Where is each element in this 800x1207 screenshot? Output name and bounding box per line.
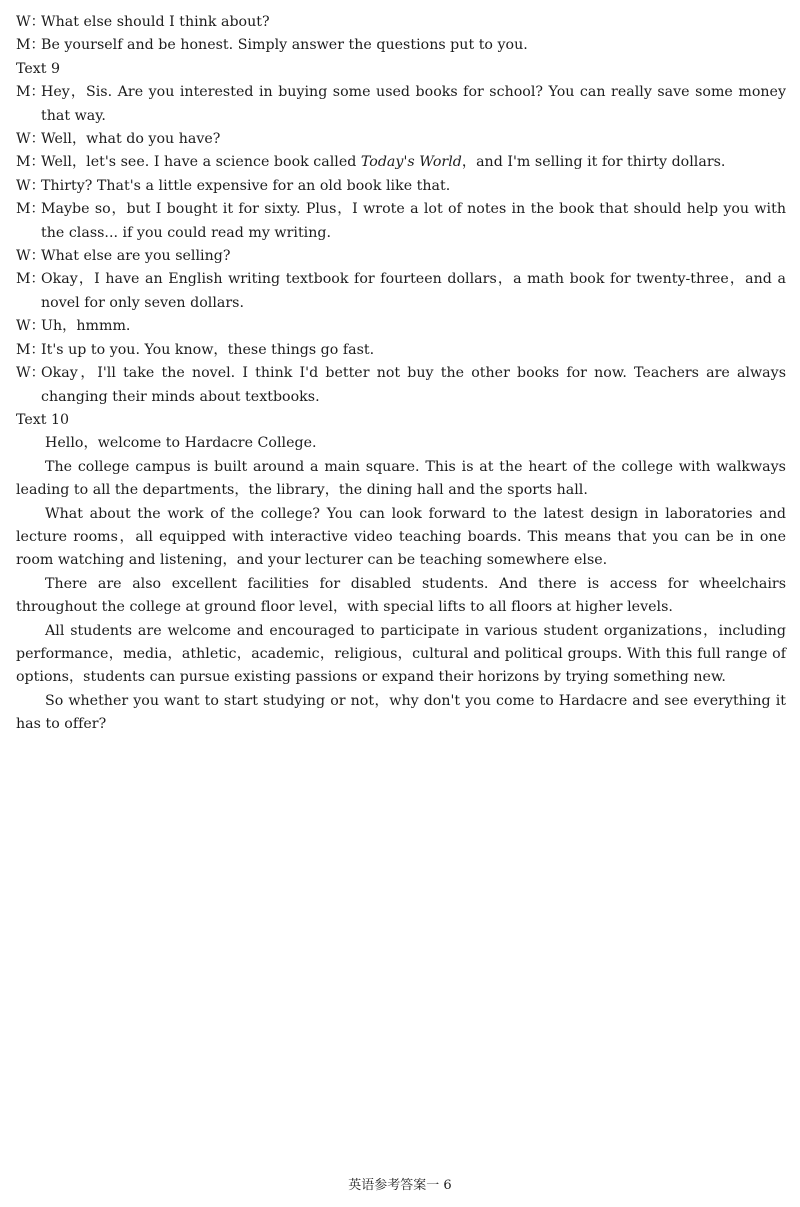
- dialog-line: [16, 11, 786, 34]
- speaker-label: M：: [16, 271, 45, 288]
- paragraph: What about the work of the college? You can look forward to the latest design in laboratories and lecture rooms，all equipped with interactive video teaching boards. This means that you can be in one room watching and listening，and your lecturer can be teaching somewhere else.: [16, 505, 786, 569]
- speaker-label: M：: [16, 341, 45, 358]
- dialog-line: [16, 362, 786, 409]
- dialog-text: Be yourself and be honest. Simply answer the questions put to you.: [41, 37, 528, 54]
- dialog-line: [16, 34, 786, 57]
- dialog-text: What else should I think about?: [41, 14, 270, 30]
- section-heading-text-10: Text 10: [16, 411, 70, 428]
- dialog-line: [16, 151, 786, 174]
- speaker-label: M：: [16, 201, 45, 218]
- speaker-label: W：: [16, 177, 45, 194]
- dialog-line: [16, 315, 786, 338]
- speaker-label: W：: [16, 131, 45, 148]
- paragraph: There are also excellent facilities for disabled students. And there is access for wheelchairs throughout the college at ground floor level，with special lifts to all floors at higher levels.: [16, 575, 786, 616]
- dialog-text: ，and I'm selling it for thirty dollars.: [461, 154, 726, 171]
- dialog-line: [16, 268, 786, 315]
- dialog-line: [16, 81, 786, 128]
- dialog-text: What else are you selling?: [41, 248, 231, 265]
- paragraph: All students are welcome and encouraged to participate in various student organizations，including performance，media，athletic，academic，religious，cultural and political groups. With this full range of options，students can pursue existing passions or expand their horizons by trying something new.: [16, 622, 786, 686]
- dialog-text: Thirty? That's a little expensive for an old book like that.: [41, 177, 451, 194]
- dialog-line: [16, 245, 786, 268]
- paragraph: Hello，welcome to Hardacre College.: [45, 435, 317, 452]
- page-footer: 英语参考答案一 6: [348, 1178, 452, 1193]
- dialog-line: [16, 198, 786, 245]
- dialog-line: [16, 128, 786, 151]
- dialog-text: Maybe so，but I bought it for sixty. Plus，I wrote a lot of notes in the book that should help you with the class... if you could read my writing.: [41, 201, 786, 241]
- paragraph: So whether you want to start studying or not，why don't you come to Hardacre and see everything it has to offer?: [16, 692, 786, 733]
- speaker-label: W：: [16, 248, 45, 265]
- dialog-text: Well，let's see. I have a science book called: [41, 154, 361, 171]
- dialog-text: Okay，I have an English writing textbook for fourteen dollars，a math book for twenty-three，and a novel for only seven dollars.: [41, 271, 786, 311]
- speaker-label: M：: [16, 154, 45, 171]
- dialog-text: Well，what do you have?: [41, 131, 221, 148]
- speaker-label: W：: [16, 14, 45, 30]
- speaker-label: M：: [16, 37, 45, 54]
- book-title: Today's World: [360, 154, 462, 171]
- dialog-text: Uh，hmmm.: [41, 318, 131, 335]
- dialog-line: [16, 339, 786, 362]
- dialog-text: Okay，I'll take the novel. I think I'd better not buy the other books for now. Teachers are always changing their minds about textbooks.: [41, 365, 786, 405]
- dialog-text: It's up to you. You know，these things go fast.: [41, 341, 375, 358]
- speaker-label: W：: [16, 318, 45, 335]
- dialog-text: Hey，Sis. Are you interested in buying some used books for school? You can really save some money that way.: [41, 84, 786, 124]
- section-heading-text-9: Text 9: [16, 60, 60, 77]
- speaker-label: W：: [16, 365, 45, 382]
- dialog-line: [16, 175, 786, 198]
- speaker-label: M：: [16, 84, 45, 101]
- paragraph: The college campus is built around a main square. This is at the heart of the college with walkways leading to all the departments，the library，the dining hall and the sports hall.: [16, 458, 786, 499]
- transcript-content: [16, 11, 786, 737]
